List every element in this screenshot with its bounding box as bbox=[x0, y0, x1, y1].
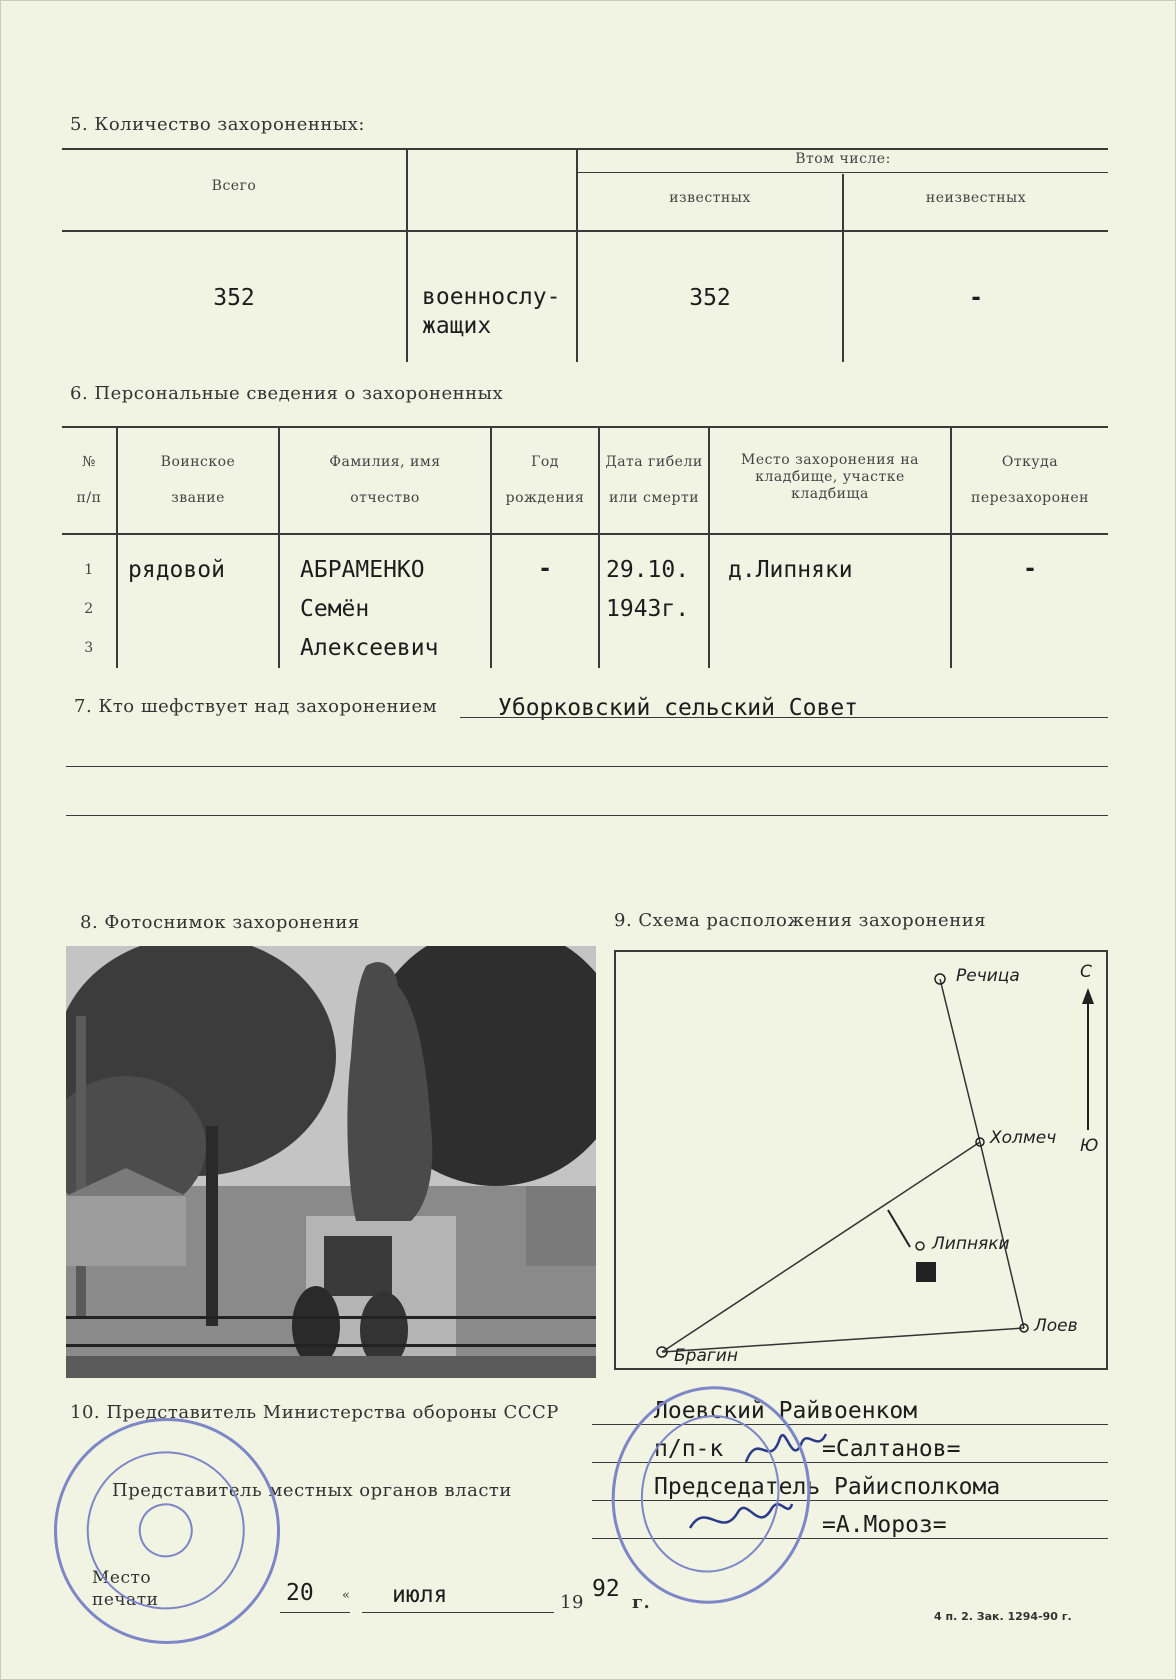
military-office-stamp bbox=[25, 1389, 310, 1674]
hdr-from-1: Откуда bbox=[1001, 454, 1059, 470]
patron-value: Уборковский сельский Совет bbox=[498, 695, 859, 721]
category-line2: жащих bbox=[422, 313, 492, 339]
name-line-3: Алексеевич bbox=[300, 635, 439, 661]
hdr-place: Место захоронения на кладбище, участке кладбища bbox=[740, 452, 920, 502]
category-line1: военнослу- bbox=[422, 284, 561, 310]
name-line-2: Семён bbox=[300, 596, 370, 622]
military-commissar-title: Лоевский Райвоенком bbox=[654, 1398, 918, 1424]
hdr-from-2: перезахоронен bbox=[970, 490, 1089, 506]
col-total-header: Всего bbox=[211, 178, 257, 194]
row-number-1: 1 bbox=[84, 562, 94, 578]
hdr-rank-2: звание bbox=[171, 490, 225, 506]
hdr-death-1: Дата гибели bbox=[605, 454, 703, 470]
unknown-buried-value: - bbox=[969, 285, 983, 311]
memorial-photo-illustration bbox=[66, 946, 596, 1378]
death-date-line2: 1943г. bbox=[606, 596, 690, 622]
burial-place-value: д.Липняки bbox=[728, 557, 853, 583]
table5-col-divider-1 bbox=[406, 150, 408, 362]
section10-local-label: Представитель местных органов власти bbox=[112, 1480, 512, 1501]
section10-mod-label: 10. Представитель Министерства обороны СССР bbox=[70, 1402, 559, 1423]
rank-value: рядовой bbox=[128, 557, 225, 583]
table6-col-divider-5 bbox=[708, 428, 710, 668]
hdr-birth-1: Год bbox=[531, 454, 559, 470]
seal-place-label-1: Место bbox=[92, 1568, 152, 1588]
hdr-death-2: или смерти bbox=[608, 490, 700, 506]
seal-place-label-2: печати bbox=[92, 1590, 159, 1610]
place-loev: Лоев bbox=[1034, 1316, 1078, 1336]
military-name: =Салтанов= bbox=[822, 1436, 961, 1462]
row-number-3: 3 bbox=[84, 640, 94, 656]
reburied-from-value: - bbox=[1023, 556, 1037, 582]
hdr-rank-1: Воинское bbox=[160, 454, 236, 470]
total-buried-value: 352 bbox=[213, 285, 255, 311]
military-rank: п/п-к bbox=[654, 1436, 724, 1462]
date-year-suffix: 92 bbox=[592, 1576, 620, 1602]
birth-year-value: - bbox=[538, 556, 552, 582]
date-month-line bbox=[362, 1612, 554, 1613]
local-authority-title: Председатель Райисполкома bbox=[654, 1474, 1001, 1500]
date-month: июля bbox=[392, 1582, 448, 1608]
hdr-num-2: п/п bbox=[76, 490, 102, 506]
col-unknown-header: неизвестных bbox=[925, 190, 1027, 206]
hdr-birth-2: рождения bbox=[505, 490, 585, 506]
section5-title: 5. Количество захороненных: bbox=[70, 114, 365, 135]
scheme-lines bbox=[616, 952, 1106, 1368]
col-known-header: известных bbox=[669, 190, 751, 206]
col-incl-header: Втом числе: bbox=[795, 151, 891, 167]
location-scheme bbox=[614, 950, 1108, 1370]
section7-line-2 bbox=[66, 766, 1108, 767]
section6-title: 6. Персональные сведения о захороненных bbox=[70, 383, 504, 404]
place-bragin: Брагин bbox=[674, 1346, 738, 1366]
date-day-quote: « bbox=[342, 1588, 351, 1603]
place-kholmech: Холмеч bbox=[990, 1128, 1057, 1148]
name-line-1: АБРАМЕНКО bbox=[300, 557, 425, 583]
date-year-g: г. bbox=[632, 1592, 651, 1613]
section8-title: 8. Фотоснимок захоронения bbox=[80, 912, 360, 933]
section7-label: 7. Кто шефствует над захоронением bbox=[74, 696, 438, 717]
row-number-2: 2 bbox=[84, 601, 94, 617]
table5-sub-rule bbox=[578, 172, 1108, 173]
death-date-line1: 29.10. bbox=[606, 557, 690, 583]
hdr-name-2: отчество bbox=[350, 490, 420, 506]
hdr-name-1: Фамилия, имя bbox=[329, 454, 441, 470]
place-rechitsa: Речица bbox=[956, 966, 1020, 986]
table5-col-divider-2 bbox=[576, 150, 578, 362]
section7-line-3 bbox=[66, 815, 1108, 816]
north-label: С bbox=[1080, 962, 1092, 982]
table5-header-rule bbox=[62, 230, 1108, 232]
south-label: Ю bbox=[1080, 1136, 1099, 1156]
date-year-prefix: 19 bbox=[560, 1592, 584, 1613]
print-mark: 4 п. 2. Зак. 1294-90 г. bbox=[934, 1610, 1072, 1623]
hdr-num-1: № bbox=[82, 454, 96, 470]
section7-line-1 bbox=[460, 717, 1108, 718]
date-day-line bbox=[280, 1612, 350, 1613]
burial-photo bbox=[66, 946, 596, 1378]
table5-top-rule bbox=[62, 148, 1108, 150]
local-authority-name: =А.Мороз= bbox=[822, 1512, 947, 1538]
section9-title: 9. Схема расположения захоронения bbox=[614, 910, 987, 931]
place-lipnyaki: Липняки bbox=[932, 1234, 1010, 1254]
known-buried-value: 352 bbox=[689, 285, 731, 311]
date-day: 20 bbox=[286, 1580, 314, 1606]
